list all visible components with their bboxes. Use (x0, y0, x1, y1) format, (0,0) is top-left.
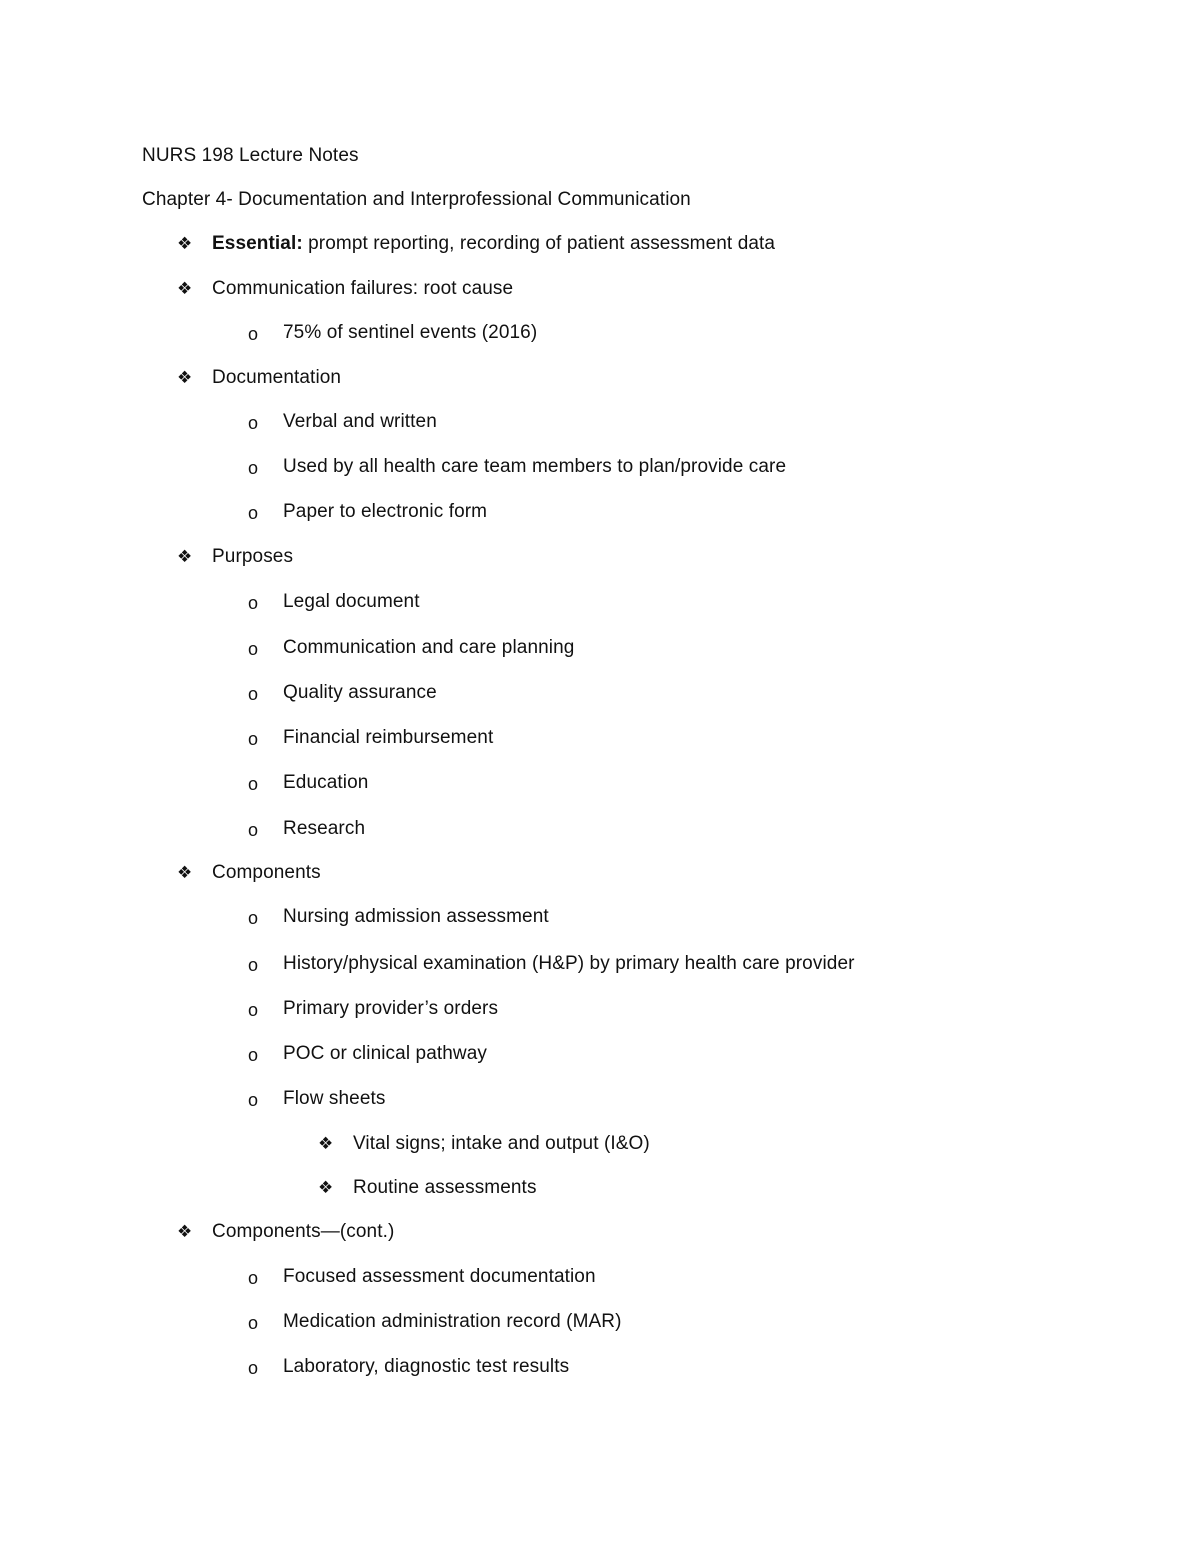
list-item (283, 817, 365, 841)
diamond-bullet-icon: ❖ (177, 547, 193, 566)
list-item-text: Vital signs; intake and output (I&O) (353, 1133, 650, 1154)
list-item-text: Laboratory, diagnostic test results (283, 1356, 570, 1377)
list-item (353, 1176, 537, 1200)
list-item-text: Purposes (212, 546, 294, 567)
list-item (283, 1042, 487, 1066)
list-item-bold-label: Essential: (212, 233, 303, 254)
list-item-text: Routine assessments (353, 1177, 537, 1198)
circle-bullet-icon: o (248, 1090, 259, 1110)
diamond-bullet-icon: ❖ (177, 863, 193, 882)
document-title: NURS 198 Lecture Notes (142, 145, 359, 166)
list-item-text: Paper to electronic form (283, 501, 488, 522)
circle-bullet-icon: o (248, 1268, 259, 1288)
list-item-text: Education (283, 772, 369, 793)
circle-bullet-icon: o (248, 684, 259, 704)
list-item (283, 410, 437, 434)
circle-bullet-icon: o (248, 593, 259, 613)
list-item-text: Components (212, 862, 321, 883)
list-item (283, 1310, 622, 1334)
chapter-heading: Chapter 4- Documentation and Interprofessional Communication (142, 189, 691, 210)
list-item-text: Quality assurance (283, 682, 437, 703)
list-item (212, 1220, 394, 1244)
diamond-bullet-icon: ❖ (177, 368, 193, 387)
list-item (283, 1265, 596, 1289)
list-item (283, 636, 574, 660)
circle-bullet-icon: o (248, 1000, 259, 1020)
list-item-text: Documentation (212, 367, 342, 388)
list-item (283, 952, 855, 976)
list-item-text: Legal document (283, 591, 420, 612)
list-item-text: 75% of sentinel events (2016) (283, 322, 538, 343)
diamond-bullet-icon: ❖ (318, 1178, 334, 1197)
circle-bullet-icon: o (248, 639, 259, 659)
circle-bullet-icon: o (248, 324, 259, 344)
list-item-text: Communication and care planning (283, 637, 575, 658)
circle-bullet-icon: o (248, 503, 259, 523)
circle-bullet-icon: o (248, 1045, 259, 1065)
circle-bullet-icon: o (248, 458, 259, 478)
circle-bullet-icon: o (248, 1358, 259, 1378)
list-item-text: Focused assessment documentation (283, 1266, 596, 1287)
list-item-text: prompt reporting, recording of patient assessment data (302, 233, 776, 254)
list-item (283, 681, 437, 705)
list-item (283, 500, 487, 524)
diamond-bullet-icon: ❖ (318, 1134, 334, 1153)
list-item (283, 905, 549, 929)
circle-bullet-icon: o (248, 820, 259, 840)
list-item-text: Nursing admission assessment (283, 906, 549, 927)
list-item-text: Communication failures: root cause (212, 278, 514, 299)
list-item-text: Flow sheets (283, 1088, 386, 1109)
list-item (212, 232, 775, 256)
diamond-bullet-icon: ❖ (177, 1222, 193, 1241)
list-item (212, 277, 513, 301)
list-item (353, 1132, 650, 1156)
list-item (212, 545, 293, 569)
list-item-text: Verbal and written (283, 411, 437, 432)
list-item-text: Research (283, 818, 366, 839)
list-item (283, 771, 368, 795)
list-item-text: Primary provider’s orders (283, 998, 499, 1019)
list-item (283, 1355, 569, 1379)
list-item-text: History/physical examination (H&P) by primary health care provider (283, 953, 855, 974)
list-item-text: Financial reimbursement (283, 727, 494, 748)
list-item-text: POC or clinical pathway (283, 1043, 487, 1064)
list-item-text: Medication administration record (MAR) (283, 1311, 622, 1332)
list-item (283, 997, 498, 1021)
list-item (212, 861, 321, 885)
list-item (283, 455, 786, 479)
circle-bullet-icon: o (248, 774, 259, 794)
list-item (283, 1087, 385, 1111)
circle-bullet-icon: o (248, 955, 259, 975)
circle-bullet-icon: o (248, 729, 259, 749)
circle-bullet-icon: o (248, 908, 259, 928)
list-item (212, 366, 341, 390)
list-item (283, 590, 420, 614)
list-item-text: Components—(cont.) (212, 1221, 395, 1242)
list-item-text: Used by all health care team members to plan/provide care (283, 456, 787, 477)
circle-bullet-icon: o (248, 1313, 259, 1333)
list-item (283, 726, 493, 750)
diamond-bullet-icon: ❖ (177, 234, 193, 253)
list-item (283, 321, 537, 345)
diamond-bullet-icon: ❖ (177, 279, 193, 298)
circle-bullet-icon: o (248, 413, 259, 433)
